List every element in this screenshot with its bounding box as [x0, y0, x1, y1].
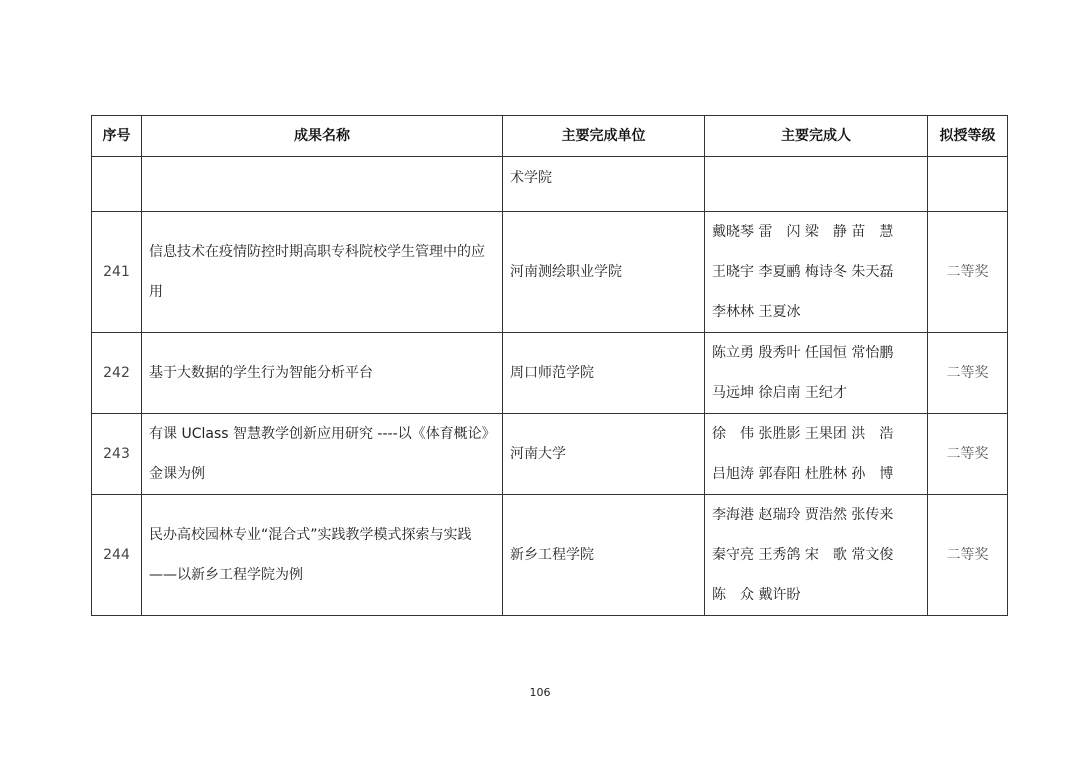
people-line: 秦守亮 王秀鸽 宋 歌 常文俊: [712, 547, 894, 563]
cell-award: 二等奖: [928, 212, 1008, 333]
cell-award: 二等奖: [928, 414, 1008, 495]
header-no: 序号: [92, 116, 142, 157]
cell-people: [705, 495, 928, 616]
people-line: 戴晓琴 雷 闪 梁 静 苗 慧: [712, 224, 894, 240]
table-row: [92, 414, 1008, 495]
people-line: 马远坤 徐启南 王纪才: [712, 385, 847, 401]
cell-unit: 术学院: [503, 157, 705, 212]
cell-name: 有课 UClass 智慧教学创新应用研究 ----以《体育概论》金课为例: [142, 414, 503, 495]
cell-unit: 新乡工程学院: [503, 495, 705, 616]
cell-people: [705, 414, 928, 495]
cell-no: 241: [92, 212, 142, 333]
cell-people: [705, 157, 928, 212]
cell-name: 信息技术在疫情防控时期高职专科院校学生管理中的应用: [142, 212, 503, 333]
people-line: 吕旭涛 郭春阳 杜胜林 孙 博: [712, 466, 894, 482]
cell-unit: 河南大学: [503, 414, 705, 495]
table-header-row: [92, 116, 1008, 157]
table-row: [92, 495, 1008, 616]
cell-people: [705, 333, 928, 414]
cell-no: [92, 157, 142, 212]
people-line: 陈 众 戴许盼: [712, 587, 801, 603]
cell-people: [705, 212, 928, 333]
page-number: 106: [529, 686, 551, 699]
cell-name: 基于大数据的学生行为智能分析平台: [142, 333, 503, 414]
header-award: 拟授等级: [928, 116, 1008, 157]
cell-unit: 周口师范学院: [503, 333, 705, 414]
cell-no: 242: [92, 333, 142, 414]
header-name: 成果名称: [142, 116, 503, 157]
table-row: [92, 212, 1008, 333]
cell-name: [142, 157, 503, 212]
people-line: 李海港 赵瑞玲 贾浩然 张传来: [712, 507, 894, 523]
table-row: [92, 157, 1008, 212]
cell-award: [928, 157, 1008, 212]
cell-unit: 河南测绘职业学院: [503, 212, 705, 333]
header-unit: 主要完成单位: [503, 116, 705, 157]
people-line: 王晓宇 李夏鹂 梅诗冬 朱天磊: [712, 264, 894, 280]
header-people: 主要完成人: [705, 116, 928, 157]
cell-award: 二等奖: [928, 495, 1008, 616]
table-row: [92, 333, 1008, 414]
cell-name: 民办高校园林专业“混合式”实践教学模式探索与实践 ——以新乡工程学院为例: [142, 495, 503, 616]
cell-award: 二等奖: [928, 333, 1008, 414]
cell-no: 243: [92, 414, 142, 495]
people-line: 陈立勇 殷秀叶 任国恒 常怡鹏: [712, 345, 894, 361]
people-line: 徐 伟 张胜影 王果团 洪 浩: [712, 426, 894, 442]
people-line: 李林林 王夏冰: [712, 304, 801, 320]
awards-table: [91, 115, 1008, 616]
cell-no: 244: [92, 495, 142, 616]
